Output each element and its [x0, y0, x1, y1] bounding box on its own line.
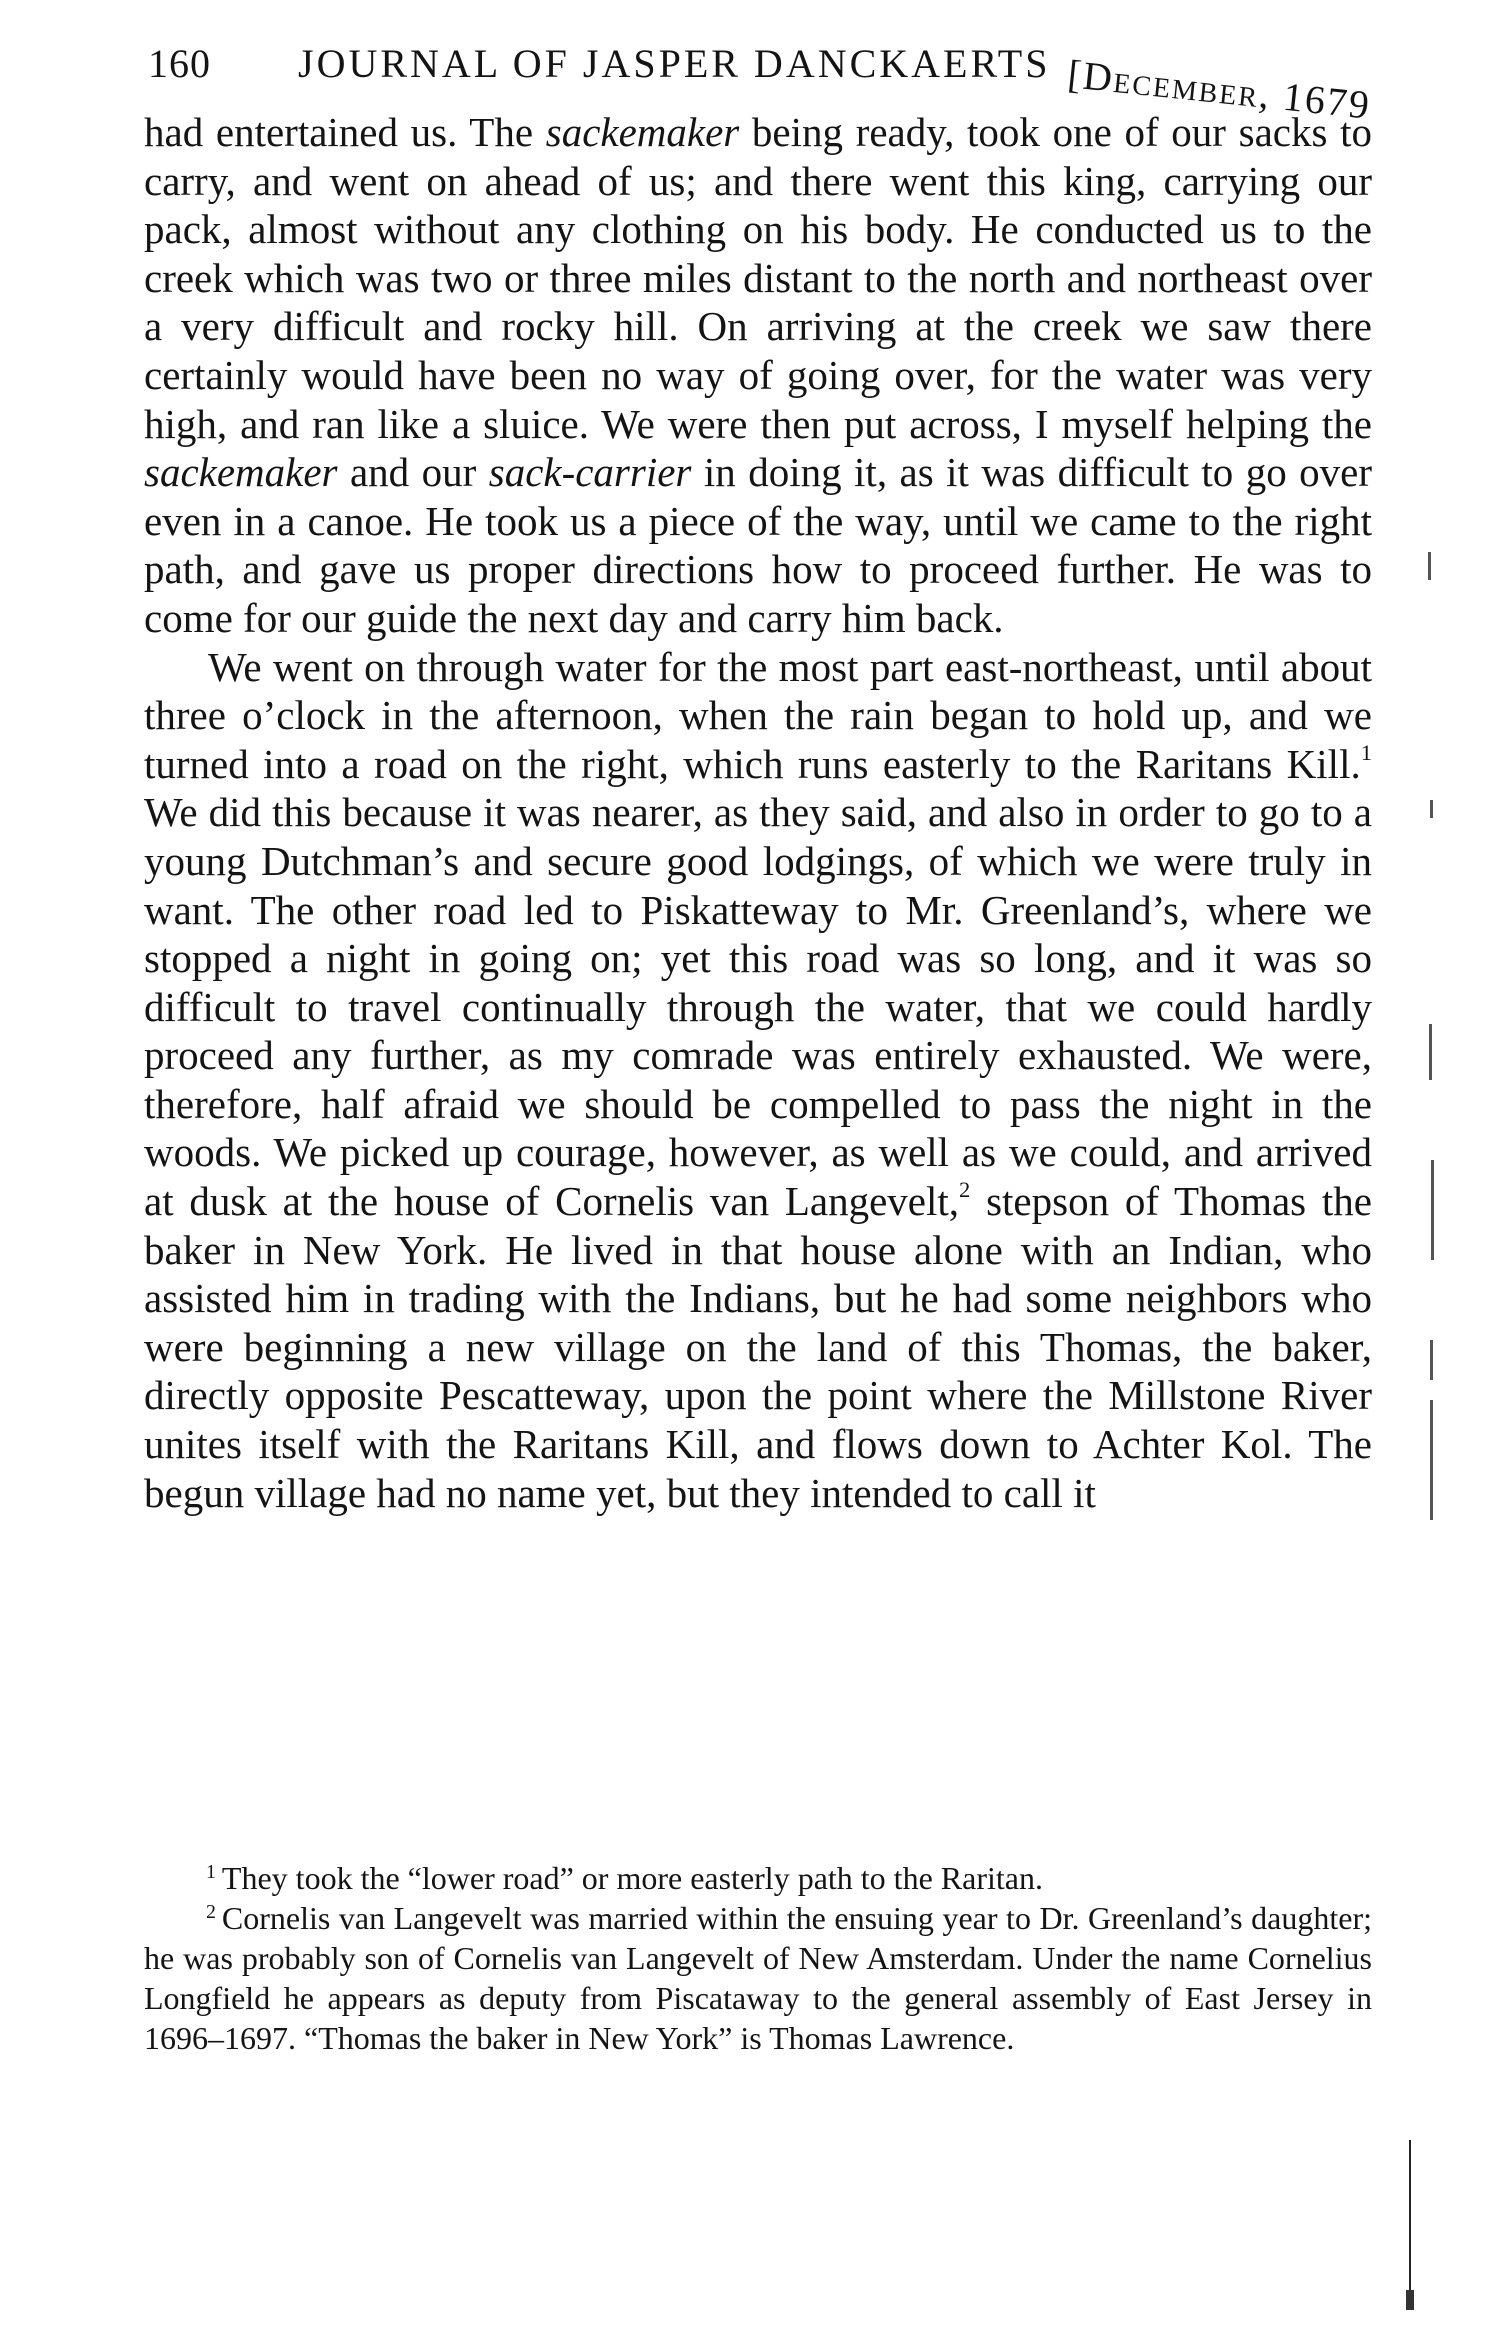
text-segment: in doing it, as it was difficult to go over even in a canoe. He took us a piece of the way, until we came to the right path, and gave us proper directions how to proceed further. He was to come for our guide the next day and carry him back. — [144, 449, 1372, 641]
footnote-reference[interactable]: 2 — [959, 1177, 971, 1203]
footnote-marker: 2 — [206, 1901, 216, 1924]
margin-scan-mark — [1430, 1400, 1433, 1520]
margin-scan-mark — [1428, 552, 1431, 580]
binding-edge-mark — [1406, 2140, 1414, 2310]
margin-scan-mark — [1430, 800, 1433, 818]
text-segment: We did this because it was nearer, as they said, and also in order to go to a young Dutchman’s and secure good lodgings, of which we were truly in want. The other road led to Piskatteway to Mr. Greenland’s, where we stopped a night in going on; yet this road was so long, and it was so difficult to travel continually through the water, that we could hardly proceed any further, as my comrade was entirely exhausted. We were, therefore, half afraid we should be compelled to pass the night in the woods. We picked up courage, however, as well as we could, and arrived at dusk at the house of Cornelis van Langevelt, — [144, 789, 1372, 1225]
footnote-2 — [144, 1898, 1372, 2058]
footnote-1 — [144, 1858, 1372, 1898]
text-segment: and our — [337, 449, 489, 496]
running-title: JOURNAL OF JASPER DANCKAERTS — [298, 41, 1051, 86]
italic-term: sackemaker — [545, 109, 740, 155]
margin-scan-mark — [1429, 1024, 1432, 1080]
text-segment: stepson of Thomas the baker in New York. He lived in that house alone with an Indian, who assisted him in trading with the Indians, but he had some neighbors who were beginning a new village on the land of this Thomas, the baker, directly opposite Pescatteway, upon the point where the Millstone River unites itself with the Raritans Kill, and flows down to Achter Kol. The begun village had no name yet, but they intended to call it — [144, 1178, 1372, 1516]
margin-scan-mark — [1430, 1340, 1433, 1380]
italic-term: sack-carrier — [488, 449, 692, 496]
footnote-reference[interactable]: 1 — [1360, 739, 1372, 765]
main-text — [144, 108, 1372, 1517]
margin-scan-mark — [1431, 1160, 1434, 1260]
text-segment: had entertained us. The — [144, 109, 546, 155]
footnote-text: They took the “lower road” or more easterly path to the Raritan. — [221, 1860, 1043, 1896]
footnote-text: Cornelis van Langevelt was married within the ensuing year to Dr. Greenland’s daughter; he was probably son of Cornelis van Langevelt of New Amsterdam. Under the name Cornelius Longfield he appears as deputy from Piscataway to the general assembly of East Jersey in 1696–1697. “Thomas the baker in New York” is Thomas Lawrence. — [144, 1900, 1372, 2056]
text-segment: being ready, took one of our sacks to carry, and went on ahead of us; and there went this king, carrying our pack, almost without any clothing on his body. He conducted us to the creek which was two or three miles distant to the north and northeast over a very difficult and rocky hill. On arriving at the creek we saw there certainly would have been no way of going over, for the water was very high, and ran like a sluice. We were then put across, I myself helping the — [144, 109, 1372, 447]
paragraph-2 — [144, 643, 1372, 1518]
running-header — [148, 34, 1388, 128]
footnote-marker: 1 — [206, 1861, 216, 1884]
text-segment: We went on through water for the most part east-northeast, until about three o’clock in the afternoon, when the rain began to hold up, and we turned into a road on the right, which runs easterly to the Raritans Kill. — [144, 643, 1372, 787]
paragraph-1 — [144, 108, 1372, 643]
running-date: [December, 1679 — [1065, 51, 1374, 128]
italic-term: sackemaker — [144, 449, 338, 496]
page-number: 160 — [148, 41, 211, 86]
footnotes — [144, 1858, 1372, 2058]
